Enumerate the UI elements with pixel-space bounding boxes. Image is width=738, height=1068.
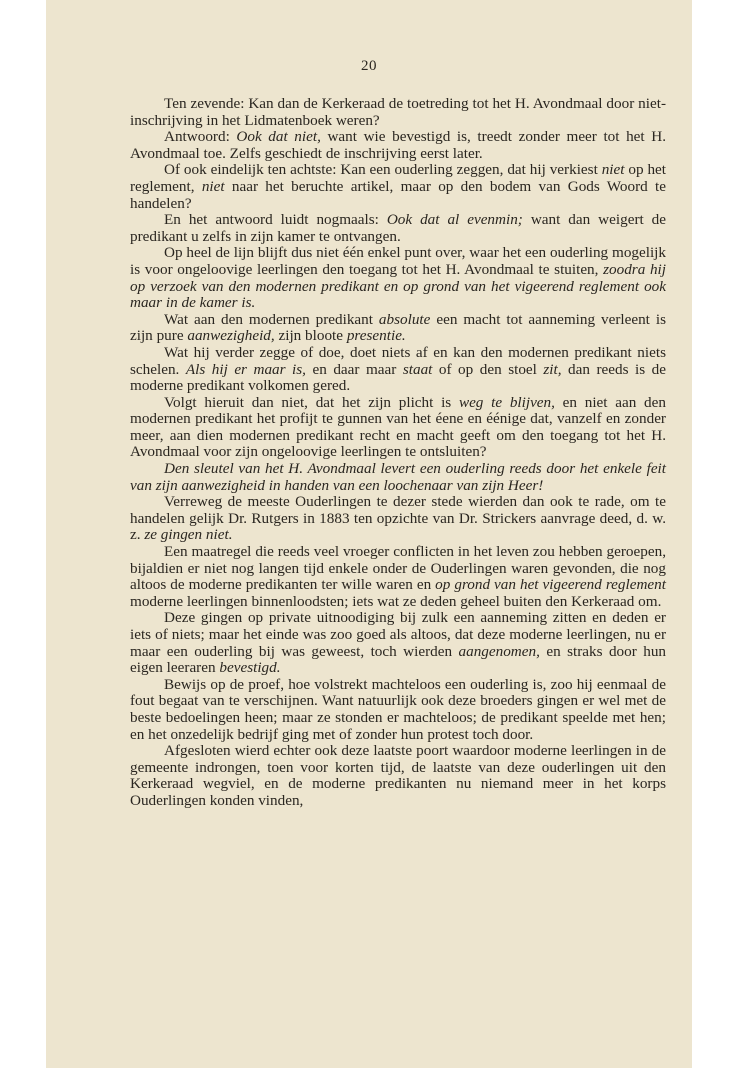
italic-text: absolute	[378, 310, 431, 328]
italic-text: ze gingen niet.	[144, 526, 233, 544]
italic-text: Ook dat niet,	[236, 128, 321, 146]
paragraph	[130, 395, 666, 461]
paragraph	[130, 345, 666, 395]
italic-text: presentie.	[346, 327, 406, 345]
text-run: Wat aan den modernen predikant	[164, 310, 379, 328]
text-run: naar het beruchte artikel, maar op den bodem van Gods Woord te handelen?	[130, 177, 666, 212]
text-run: Afgesloten wierd echter ook deze laatste poort waardoor moderne leerlingen in de gemeente indrongen, toen voor korten tijd, de laatste van deze ouderlingen uit den Kerkeraad wegviel, en de moderne predikanten nu niemand meer in het korps Ouderlingen konden vinden,	[130, 742, 666, 809]
text-run: Of ook eindelijk ten achtste: Kan een ouderling zeggen, dat hij verkiest	[164, 161, 602, 179]
page-number: 20	[361, 58, 377, 74]
text-run: Antwoord:	[164, 128, 237, 146]
paragraph	[130, 494, 666, 544]
italic-text: Den sleutel van het H. Avondmaal levert een ouderling reeds door het enkele feit van zijn aanwezigheid in handen van een loochenaar van zijn Heer!	[130, 460, 666, 494]
text-run: Deze gingen op private uitnoodiging bij zulk een aanneming zitten en deden er iets of niets; maar het einde was zoo goed als altoos, dat deze moderne leerlingen, nu er maar een ouderling bij was geweest, toch wierden	[130, 609, 666, 660]
italic-text: zit,	[543, 360, 562, 378]
italic-text: aangenomen,	[458, 642, 540, 660]
text-run: en daar maar	[305, 360, 403, 378]
text-run: En het antwoord luidt nogmaals:	[164, 211, 387, 229]
paragraph	[130, 677, 666, 743]
text-run: en niet aan den modernen predikant het profijt te gunnen van het éene en éénige dat, vanzelf en zonder meer, aan dien modernen predikant recht en macht geeft om den toegang tot het H. Avondmaal voor zijn ongeloovige leerlingen te ontsluiten?	[130, 393, 666, 461]
paragraph	[130, 743, 666, 809]
paragraph	[130, 162, 666, 212]
text-run: Wat hij verder zegge of doe, doet niets af en kan den modernen predikant niets schelen.	[130, 343, 666, 378]
text-run: want dan weigert de predikant u zelfs in zijn kamer te ontvangen.	[130, 211, 667, 245]
italic-text: weg te blijven,	[458, 393, 555, 411]
paragraph	[130, 129, 666, 162]
italic-text: op grond van het vigeerend reglement	[435, 576, 666, 594]
text-run: Ten zevende: Kan dan de Kerkeraad de toetreding tot het H. Avondmaal door niet-inschrijving in het Lidmatenboek weren?	[130, 95, 666, 129]
text-run: zijn bloote	[274, 327, 347, 345]
text-run: Bewijs op de proef, hoe volstrekt machteloos een ouderling is, zoo hij eenmaal de fout begaat van te verschijnen. Want natuurlijk ook deze broeders gingen er wel met de beste bedoelingen heen; maar ze stonden er machteloos; de predikant speelde met hen; en het onzedelijk bedrijf ging met of zonder hun protest toch door.	[130, 675, 666, 743]
italic-text: zoodra hij op verzoek van den modernen predikant en op grond van het vigeerend reglement ook maar in de kamer is.	[130, 260, 666, 312]
italic-text: niet	[201, 177, 225, 195]
italic-text: Als hij er maar is,	[185, 360, 306, 378]
italic-text: bevestigd.	[219, 659, 281, 677]
italic-text: aanwezigheid,	[187, 327, 275, 345]
paragraph	[130, 212, 666, 245]
paragraph	[130, 312, 666, 345]
text-run: en straks door hun eigen leeraren	[130, 642, 667, 677]
text-run: Volgt hieruit dan niet, dat het zijn plicht is	[164, 393, 459, 411]
paragraph	[130, 544, 666, 610]
book-page	[46, 0, 692, 1068]
text-run: Een maatregel die reeds veel vroeger conflicten in het leven zou hebben geroepen, bijaldien er niet nog langen tijd enkele onder de Ouderlingen waren gevonden, die nog altoos de moderne predikanten ter wille waren en	[130, 543, 666, 594]
text-run: dan reeds is de moderne predikant volkomen gered.	[130, 360, 667, 395]
italic-text: Ook dat al evenmin;	[386, 211, 523, 229]
text-run: want wie bevestigd is, treedt zonder meer tot het H. Avondmaal toe. Zelfs geschiedt de inschrijving eerst later.	[130, 128, 666, 162]
text-run: Op heel de lijn blijft dus niet één enkel punt over, waar het een ouderling mogelijk is voor ongeloovige leerlingen den toegang tot het H. Avondmaal te stuiten,	[130, 244, 666, 278]
italic-text: staat	[402, 360, 433, 378]
paragraph	[130, 96, 666, 129]
text-run: Verreweg de meeste Ouderlingen te dezer stede wierden dan ook te rade, om te handelen gelijk Dr. Rutgers in 1883 ten opzichte van Dr. Strickers aanvrage deed, d. w. z.	[130, 493, 666, 544]
paragraph	[130, 610, 666, 676]
italic-text: niet	[601, 161, 625, 179]
paragraph	[130, 245, 666, 311]
text-run: of op den stoel	[432, 360, 544, 378]
text-run: een macht tot aanneming verleent is zijn pure	[130, 310, 666, 345]
body-text	[130, 96, 666, 810]
text-run: op het reglement,	[130, 161, 667, 195]
paragraph	[130, 461, 666, 494]
text-run: moderne leerlingen binnenloodsten; iets wat ze deden geheel buiten den Kerkeraad om.	[130, 592, 662, 610]
